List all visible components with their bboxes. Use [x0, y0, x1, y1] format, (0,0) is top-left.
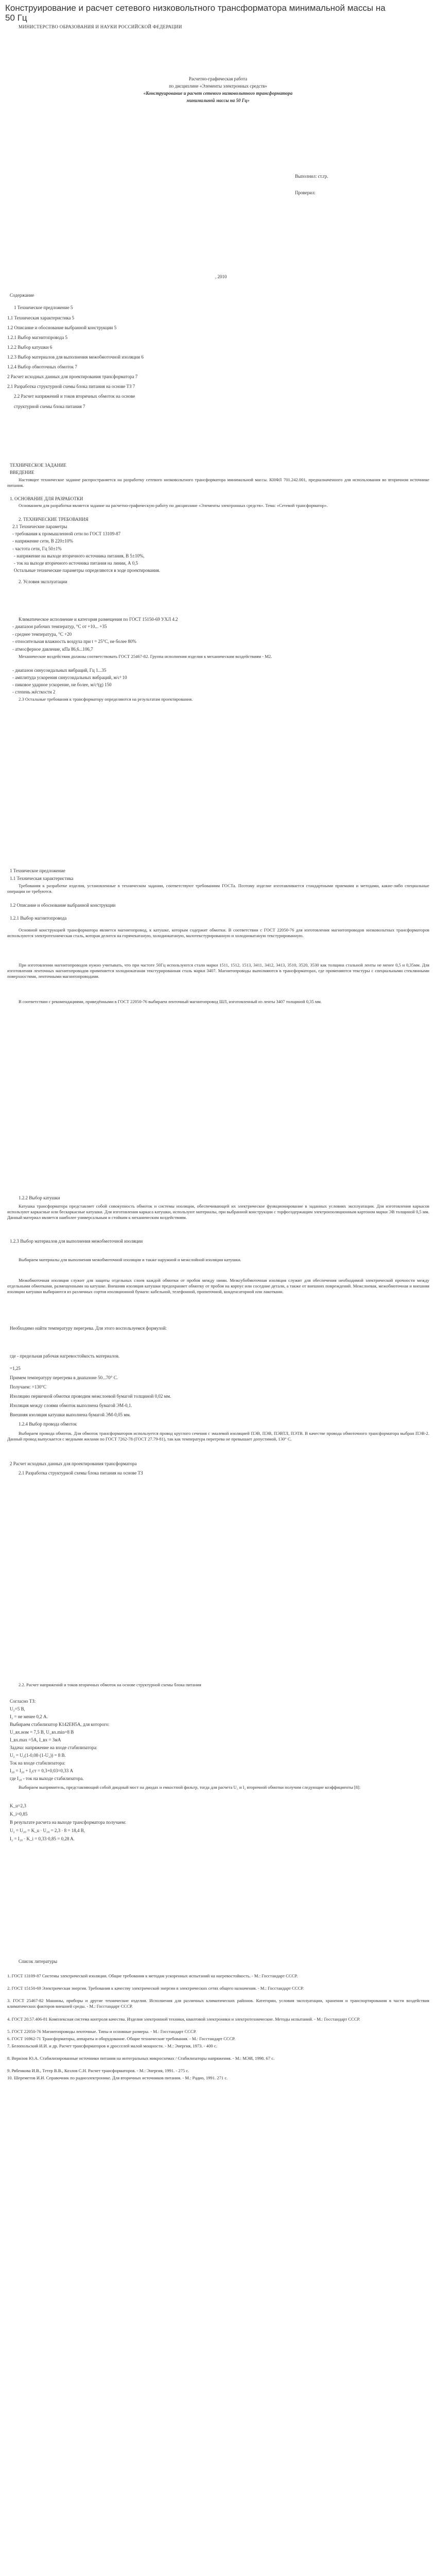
section-heading: ТЕХНИЧЕСКОЕ ЗАДАНИЕ [10, 463, 67, 468]
list-item: - среднее температура, °С +20 [12, 632, 72, 637]
list-item: - диапазон синусоидальных вибраций, Гц 1...35 [12, 668, 107, 673]
section-heading: 1.2.2 Выбор катушки [19, 1195, 60, 1200]
reference-item: 1. ГОСТ 13109-87 Системы электрической изоляции. Общие требования к методам ускоренных испытаний на нагревостойкость. - М.: Госстандарт СССР. [7, 1973, 298, 1978]
formula-line: K_u=2,3 [10, 1803, 26, 1808]
section-heading: 1 Техническое предложение [10, 868, 65, 873]
toc-item[interactable]: 1.2.2 Выбор катушки 6 [7, 345, 53, 350]
section-heading: Список литературы [19, 1959, 58, 1964]
toc-item[interactable]: 1.1 Техническая характеристика 5 [7, 315, 75, 320]
section-heading: 1.2.4 Выбор провода обмоток [19, 1421, 77, 1427]
list-item: - атмосферное давление, кПа 86,6...106,7 [12, 647, 93, 652]
reference-item: 6. ГОСТ 16962-71 Трансформаторы, аппараты и оборудование. Общие технические требования. - М.: Госстандарт СССР. [7, 2036, 236, 2041]
formula-line: I₂ = I₂₀ · K_i = 0,33·0,85 = 0,28 A. [10, 1836, 75, 1841]
reference-item: 8. Верилов Ю.А. Стабилизированные источники питания на интегральных микросхемах / Стабилизаторы напряжения. - М.: МЭИ, 1998. 67 с. [7, 2056, 275, 2061]
reference-item: 10. Шереметов И.И. Справочник по радиоэлектронике. Для вторичных источников питания. - М.: Радио, 1991. 271 с. [7, 2075, 228, 2080]
toc-item[interactable]: 1.2.4 Выбор обмоточных обмоток 7 [7, 364, 77, 369]
section-heading: 1.2.3 Выбор материалов для выполнения межобмоточной изоляции [10, 1239, 143, 1244]
reference-item: 9. Рябенкова И.В., Тетер В.В., Козлов С.Н. Расчет трансформаторов. - М.: Энергия, 1991. - 275 с. [7, 2068, 189, 2073]
paragraph: Выбираем стабилизатор К142ЕН5А, для которого: [10, 1722, 110, 1727]
list-item: - напряжение на выходе вторичного источника питания, В 5±10%, [14, 553, 145, 558]
paragraph: При изготовлении магнитопроводов нужно учитывать, что при частоте 50Гц используются стали марки 1511, 1512, 1513, 3411, 3412, 3413, 3510, 3520, 3530 как толщина стальной ленты не менее 0,5 и 0,35мм. Для изготовления ленточных магнитопроводов применяется холоднокатаная текстурированная сталь марки 3407. Магнитопроводы выполняются в трансформаторах, где применяются текстуры с специальными стеклянными поверхностями, ленточными магнитопроводами. [7, 962, 429, 979]
paragraph: Выбираем провода обмоток. Для обмоток трансформаторов используется провод круглого сечения с эмалевой изоляцией ПЭВ, ПЭВ, ПЭВТЛ, ПЭТВ. В качестве провода обмоточного трансформатора выбран ПЭВ-2. Данный провод выпускается с медными жилами по ГОСТ 7262-78 (ГОСТ 27.79-81), так как температура перегрева не превышает допустимой, 130° С. [7, 1431, 429, 1442]
list-item: Остальные технические параметры определяются в ходе проектирования. [14, 568, 160, 573]
paragraph: Примем температуру перегрева в диапазоне 50...70° С. [10, 1375, 118, 1380]
toc-item[interactable]: 1.2.1 Выбор магнитопровода 5 [7, 335, 67, 340]
page-title: Конструирование и расчет сетевого низковольтного трансформатора минимальной массы на 50 Гц [5, 3, 386, 23]
formula-line: I₂₀ = I₂₀ + I₂ст = 0,3+0,03=0,33 А [10, 1768, 73, 1773]
section-heading: 1.2 Описание и обоснование выбранной конструкции [10, 903, 116, 908]
toc-item[interactable]: 1.2 Описание и обоснование выбранной конструкции 5 [7, 325, 117, 330]
list-item: - напряжение сети, В 220±10% [12, 538, 73, 544]
paragraph: Ток на входе стабилизатора: [10, 1760, 65, 1766]
discipline-line: по дисциплине «Элементы электронных средств» [169, 83, 267, 89]
year-line: , 2010 [215, 274, 227, 279]
list-item: - диапазон рабочих температур, °С от +10... +35 [12, 624, 107, 629]
paragraph: Задача: напряжение на входе стабилизатора: [10, 1745, 98, 1750]
paragraph: Катушка трансформатора представляет собой совокупность обмоток и системы изоляции, обеспечивающей их электрическое функционирование в заданных условиях эксплуатации. Для изготовления каркасов используют каркасные или бескаркасные катушки. Для изготовления каркаса катушки, используют материалы, при выбранной конструкции с торфосодержащим электроизоляционным картоном марки ЭВ толщиной 0,5 мм. Данный материал является наиболее универсальным и стойким к механическим воздействиям. [7, 1204, 429, 1221]
paragraph: Получаем: =130°С [10, 1384, 47, 1389]
paragraph: Климатическое исполнение и категория размещения по ГОСТ 15150-69 УХЛ 4.2 [19, 617, 178, 622]
formula-line: I_вх.max =5A, I_вх = 3мА [10, 1737, 61, 1742]
paragraph: Механические воздействия должны соответствовать ГОСТ 25467-82. Группа исполнения изделия к механическим воздействиям - М2. [19, 654, 272, 659]
list-item: - ток на выходе вторичного источника питания на линии, А 0,5 [14, 561, 138, 566]
reference-item: 4. ГОСТ 20.57.406-81 Комплексная система контроля качества. Изделия электронной техники, квантовой электроники и электротехнические. Методы испытаний. - М.: Госстандарт СССР. [7, 2016, 360, 2022]
section-heading: 2.2. Расчет напряжений и токов вторичных обмоток на основе структурной схемы блока питания [19, 1682, 201, 1687]
paragraph: Внешняя изоляция катушки выполнена бумагой ЭМ-0,05 мм. [10, 1412, 131, 1417]
paragraph: Согласно ТЗ: [10, 1699, 36, 1704]
paragraph: Изоляция между слоями обмоток выполнена бумагой ЭМ-0,1. [10, 1403, 132, 1408]
formula-line: K_i=0,85 [10, 1811, 28, 1817]
paragraph: Необходимо найти температуру перегрева. Для этого воспользуемся формулой: [10, 1326, 167, 1331]
section-heading: 2. Условия эксплуатации [19, 579, 67, 584]
section-heading: 1.2.1 Выбор магнитопровода [10, 916, 67, 921]
performed-by: Выполнил: ст.гр. [295, 174, 328, 179]
reference-item: 5. ГОСТ 22050-76 Магнитопроводы ленточные. Типы и основные размеры. - М.: Госстандарт СССР. [7, 2029, 197, 2034]
checked-by: Проверил: [295, 190, 316, 195]
section-heading: 2 Расчет исходных данных для проектирования трансформатора [10, 1461, 137, 1466]
section-heading: 1.1 Техническая характеристика [10, 876, 74, 881]
section-heading: ВВЕДЕНИЕ [10, 470, 34, 475]
paragraph: 2.3 Остальные требования к трансформатору определяются на результатам проектирования. [19, 697, 193, 702]
toc-item[interactable]: 1 Техническое предложение 5 [14, 305, 73, 310]
paragraph: Выбираем выпрямитель, представляющий собой диодный мост на диодах и емкостной фильтр, тогда для расчета U₂ и I₂ вторичной обмотки получим следующие коэффициенты [8]: [19, 1785, 361, 1790]
formula-line: U₂ = U₂₀ = K_u · U₂₀ = 2,3 · 8 = 18,4 В, [10, 1828, 85, 1833]
paragraph: =1,25 [10, 1366, 21, 1371]
paragraph: Основанием для разработки является задание на расчетно-графическую работу по дисциплине «Элементы электронных средств». Тема: «Сетевой трансформатор». [19, 503, 328, 508]
list-item: - степень жёсткости 2 [12, 689, 56, 694]
section-heading: 2. ТЕХНИЧЕСКИЕ ТРЕБОВАНИЯ [19, 517, 89, 522]
paragraph: В результате расчета на выходе трансформатора получаем: [10, 1820, 126, 1825]
list-item: - требования к промышленной сети по ГОСТ 13109-87 [12, 531, 121, 536]
list-item: - относительная влажность воздуха при t = 25°С, не более 80% [12, 639, 136, 644]
paragraph: Изоляцию первичной обмотки проводим межслоевой бумагой толщиной 0,02 мм. [10, 1394, 171, 1399]
formula-line: U₂ = U₂(1-0,08·(1-U₂)) = 8 В. [10, 1753, 66, 1758]
ministry-line: МИНИСТЕРСТВО ОБРАЗОВАНИЯ И НАУКИ РОССИЙСКОЙ ФЕДЕРАЦИИ [19, 24, 182, 29]
toc-item[interactable]: 2.2 Расчет напряжений и токов вторичных обмоток на основе [14, 394, 135, 399]
paragraph: Межобмоточная изоляция служит для защиты отдельных слоев каждой обмотки от пробоя между ними. Межсубобмоточная изоляция служит для обеспечения необходимой электрической прочности между отдельными обмотками, размещенными на катушке. Внешняя изоляция катушки предохраняет обмотку от пробоя на корпус или соседние детали, а также от внешних повреждений. Межслоевая, межобмоточная и внешняя изоляции катушки выбираются из различных сортов изоляционной бумаги: кабельной, телефонной, пропиточной, конденсаторной или лакоткани. [7, 1278, 429, 1295]
list-item: - амплитуда ускорения синусоидальных вибраций, м/с² 10 [12, 675, 127, 680]
reference-item: 7. Белопольский И.И. и др. Расчет трансформаторов и дросселей малой мощности. - М.: Энергия, 1973. - 400 с. [7, 2043, 217, 2048]
paragraph: где I₂₀ - ток на выходе стабилизатора. [10, 1776, 84, 1781]
toc-item[interactable]: 2.1 Разработка структурной схемы блока питания на основе ТЗ 7 [7, 384, 135, 389]
paragraph: В соответствии с рекомендациями, приведёнными в ГОСТ 22050-76 выбираем ленточный магнитопровод ШЛ, изготовленный из ленты 3407 толщиной 0,35 мм. [19, 999, 322, 1004]
section-heading: 1. ОСНОВАНИЕ ДЛЯ РАЗРАБОТКИ [10, 496, 83, 501]
paragraph: где - предельная рабочая нагревостойкость материалов. [10, 1353, 120, 1359]
section-heading: 2.1 Технические параметры [12, 524, 67, 529]
section-heading: 2.1 Разработка структурной схемы блока питания на основе ТЗ [19, 1470, 143, 1476]
paragraph: Требования к разработке изделия, установленные в техническом задании, соответствуют требованиям ГОСТа. Поэтому изделие изготавливается стандартными приемами и методами, какие-либо специальные операции не требуются. [7, 883, 429, 894]
reference-item: 3. ГОСТ 25467-82 Машины, приборы и другие технические изделия. Исполнения для различных климатических районов. Категории, условия эксплуатации, хранения и транспортирования в части воздействия климатических факторов внешней среды. - М.: Госстандарт СССР. [7, 1998, 429, 2009]
formula-line: I₂ = не менее 0,2 А. [10, 1714, 48, 1719]
paragraph: Настоящее техническое задание распространяется на разработку сетевого низковольтного трансформатора минимальной массы. КНФЛ 701.242.001, предназначенного для использования во вторичном источнике питания. [7, 477, 429, 488]
paragraph: Выбираем материалы для выполнения межобмоточной изоляции и также наружной и межслойной изоляции катушки. [19, 1257, 241, 1262]
toc-item[interactable]: 1.2.3 Выбор материалов для выполнения межобмоточной изоляции 6 [7, 354, 144, 360]
paragraph: Основной конструкцией трансформатора является магнитопровод, к катушке, которым содержит обмотки. В соответствии с ГОСТ 22050-76 для изготовления магнитопроводов низковольтных трансформаторов используются электротехническая сталь, которая делится на горячекатаную, холоднокатаную, малотекстурированную и холоднокатаную текстурированную. [7, 927, 429, 939]
toc-item[interactable]: 2 Расчет исходных данных для проектирования трансформатора 7 [7, 374, 138, 379]
toc-heading: Содержание [10, 293, 34, 298]
formula-line: U_вх.ном = 7,5 В, U_вх.min=8 В [10, 1730, 74, 1735]
theme-line-2: минимальной массы на 50 Гц» [186, 98, 250, 103]
list-item: - частота сети, Гц 50±1% [12, 546, 62, 551]
formula-line: U₂=5 В, [10, 1706, 25, 1711]
work-type: Расчетно-графическая работа [188, 76, 248, 81]
reference-item: 2. ГОСТ 15150-69 Электрическая энергия. Требования к качеству электрической энергии в электрических сетях общего назначения. - М.: Госстандарт СССР. [7, 1986, 304, 1991]
list-item: - пиковое ударное ускорение, не более, м/с²(g) 150 [12, 682, 112, 687]
toc-item[interactable]: структурной схемы блока питания 7 [14, 404, 85, 409]
theme-line-1: «Конструирование и расчет сетевого низковольтного трансформатора [143, 91, 293, 96]
